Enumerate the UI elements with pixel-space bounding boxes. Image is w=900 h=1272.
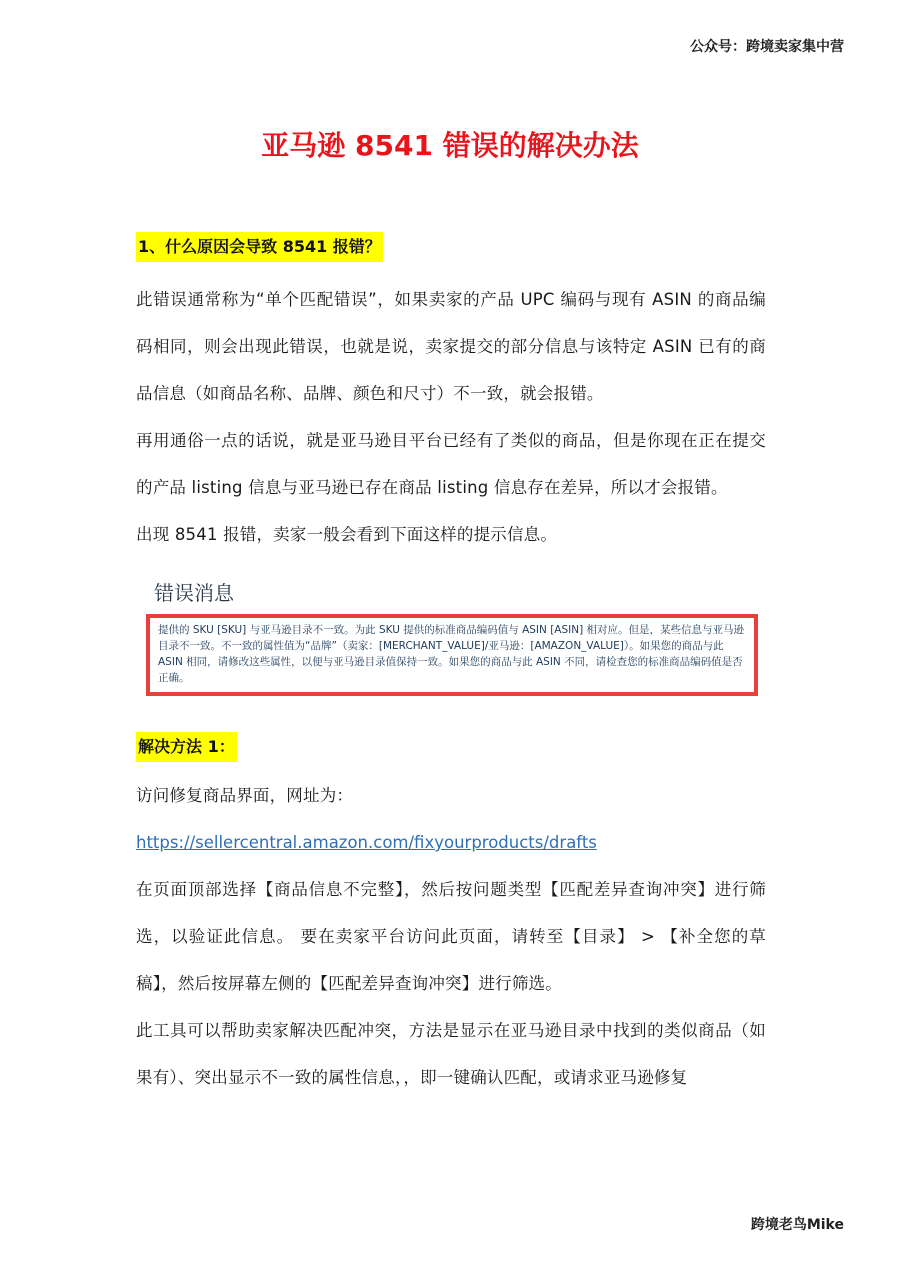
fixyourproducts-link[interactable]: https://sellercentral.amazon.com/fixyourproducts/drafts [136, 833, 597, 852]
author-note: 跨境老鸟Mike [750, 1217, 844, 1233]
section-heading-cause: 1、什么原因会导致 8541 报错？ [136, 232, 383, 262]
paragraph-cause-2: 再用通俗一点的话说，就是亚马逊目平台已经有了类似的商品，但是你现在正在提交的产品 listing 信息与亚马逊已存在商品 listing 信息存在差异，所以才会报错。 [136, 431, 766, 497]
paragraph-cause-1: 此错误通常称为“单个匹配错误”，如果卖家的产品 UPC 编码与现有 ASIN 的商品编码相同，则会出现此错误，也就是说，卖家提交的部分信息与该特定 ASIN 已有的商品信息（如商品名称、品牌、颜色和尺寸）不一致，就会报错。 [136, 290, 766, 403]
error-message-screenshot [146, 580, 758, 696]
account-note: 公众号：跨境卖家集中营 [690, 39, 844, 55]
paragraph-solution-3: 此工具可以帮助卖家解决匹配冲突，方法是显示在亚马逊目录中找到的类似商品（如果有）、突出显示不一致的属性信息，，即一键确认匹配，或请求亚马逊修复 [136, 1021, 766, 1087]
section-heading-solution-1: 解决方法 1： [136, 732, 237, 762]
page-title: 亚马逊 8541 错误的解决办法 [261, 129, 639, 162]
paragraph-solution-2: 在页面顶部选择【商品信息不完整】，然后按问题类型【匹配差异查询冲突】进行筛选，以验证此信息。 要在卖家平台访问此页面，请转至【目录】 > 【补全您的草稿】，然后按屏幕左侧的【匹配差异查询冲突】进行筛选。 [136, 880, 766, 993]
error-message-box: 提供的 SKU [SKU] 与亚马逊目录不一致。为此 SKU 提供的标准商品编码值与 ASIN [ASIN] 相对应。但是，某些信息与亚马逊目录不一致。不一致的属性值为“品牌”（卖家：[MERCHANT_VALUE]/亚马逊：[AMAZON_VALUE]）。如果您的商品与此 ASIN 相同，请修改这些属性，以便与亚马逊目录值保持一致。如果您的商品与此 ASIN 不同，请检查您的标准商品编码值是否正确。 [146, 614, 758, 696]
paragraph-solution-1: 访问修复商品界面，网址为： [136, 786, 354, 805]
document-body [136, 232, 766, 1101]
paragraph-cause-3: 出现 8541 报错，卖家一般会看到下面这样的提示信息。 [136, 525, 558, 544]
error-message-title: 错误消息 [154, 581, 234, 605]
